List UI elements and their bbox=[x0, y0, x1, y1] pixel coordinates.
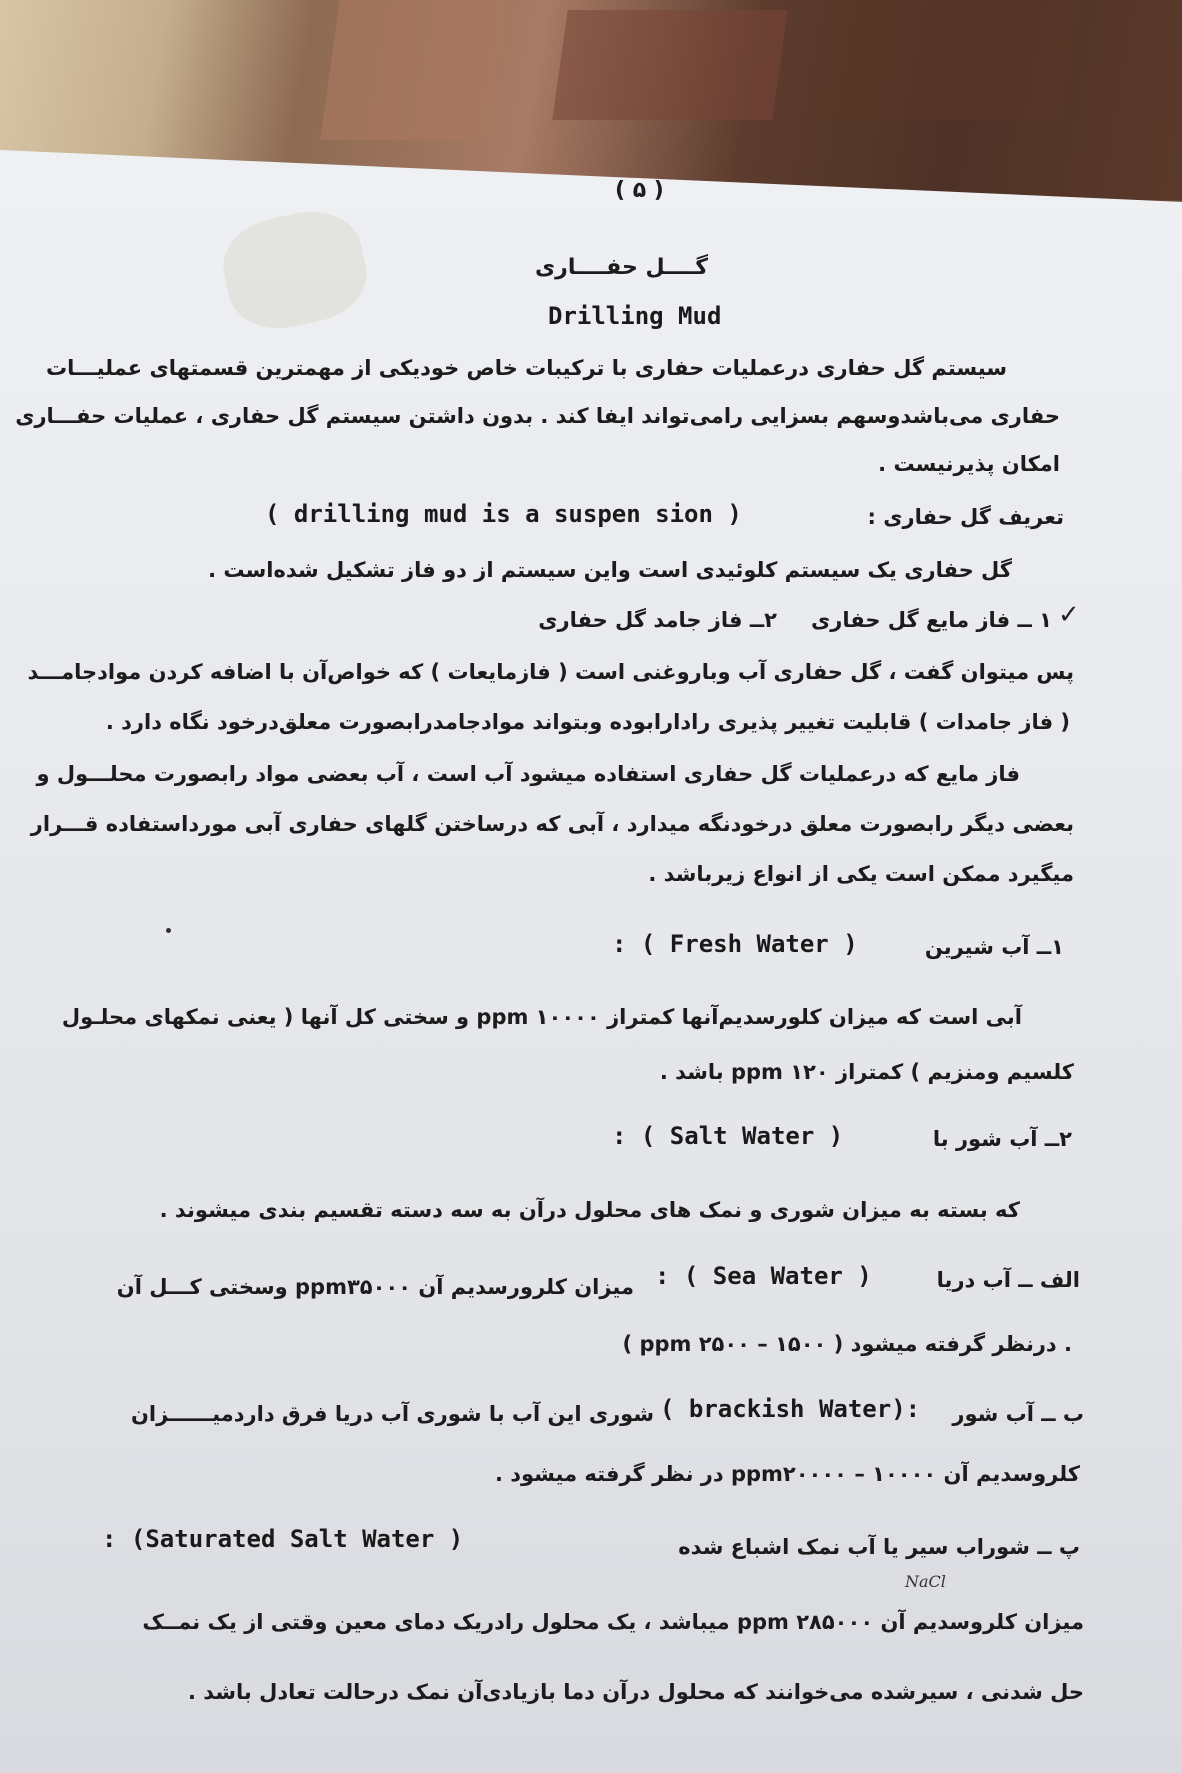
intro-line-2: حفاری می‌باشدوسهم بسزایی رامی‌تواند ایفا کند . بدون داشتن سیستم گل حفاری ، عملیات حفـــاری bbox=[15, 404, 1060, 428]
para2-line-2: ( فاز جامدات ) قابلیت تغییر پذیری رادارابوده وبتواند موادجامدرابصورت معلق‌درخود نگاه دارد . bbox=[105, 710, 1070, 734]
title-persian: گــــل حفــــاری bbox=[535, 255, 709, 280]
handwritten-note: NaCl bbox=[905, 1572, 946, 1591]
saturated-desc-line-2: حل شدنی ، سیرشده می‌خوانند که محلول درآن دما بازیادی‌آن نمک درحالت تعادل باشد . bbox=[187, 1680, 1084, 1704]
salt-water-label: ۲ــ آب شور با bbox=[932, 1127, 1072, 1151]
definition-english: ( drilling mud is a suspen sion ) bbox=[265, 500, 742, 528]
sea-water-english: : ( Sea Water ) bbox=[655, 1262, 872, 1290]
sea-water-desc: میزان کلرورسدیم آن ppm۳۵۰۰۰ وسختی کـــل آن bbox=[116, 1275, 634, 1299]
phase-1: ۱ ــ فاز مایع گل حفاری bbox=[810, 608, 1052, 632]
intro-line-3: امکان پذیرنیست . bbox=[878, 452, 1060, 476]
brackish-water-desc-2: کلروسدیم آن ppm۲۰۰۰۰ – ۱۰۰۰۰ در نظر گرفته میشود . bbox=[494, 1462, 1080, 1486]
check-mark-icon: ✓ bbox=[1058, 600, 1080, 630]
fresh-water-english: : ( Fresh Water ) bbox=[612, 930, 858, 958]
intro-line-1: سیستم گل حفاری درعملیات حفاری با ترکیبات خاص خودیکی از مهمترین قسمتهای عملیـــات bbox=[46, 356, 1007, 380]
brick-shape bbox=[552, 10, 787, 120]
para2-line-1: پس میتوان گفت ، گل حفاری آب وباروغنی است ( فازمایعات ) که خواص‌آن با اضافه کردن موادجامـــد bbox=[27, 660, 1074, 684]
salt-water-english: : ( Salt Water ) bbox=[612, 1122, 844, 1150]
para3-line-3: میگیرد ممکن است یکی از انواع زیرباشد . bbox=[648, 862, 1074, 886]
title-english: Drilling Mud bbox=[548, 302, 722, 330]
brackish-water-desc: شوری این آب با شوری آب دریا فرق داردمیــــــزان bbox=[130, 1402, 654, 1426]
sea-water-desc-2: ( ppm ۲۵۰۰ – ۱۵۰۰ ) درنظر گرفته میشود . bbox=[622, 1332, 1072, 1356]
brick-shape bbox=[320, 0, 510, 140]
brackish-water-label: ب ــ آب شور bbox=[952, 1402, 1084, 1426]
sea-water-label: الف ــ آب دریا bbox=[936, 1268, 1080, 1292]
saturated-water-label: پ ــ شوراب سیر یا آب نمک اشباع شده bbox=[678, 1535, 1080, 1559]
fresh-desc-line-2: کلسیم ومنزیم ) کمتراز ppm ۱۲۰ باشد . bbox=[659, 1060, 1074, 1084]
fresh-water-label: ۱ــ آب شیرین bbox=[924, 935, 1064, 959]
brick-shape bbox=[812, 0, 1079, 120]
para3-line-1: فاز مایع که درعملیات گل حفاری استفاده میشود آب است ، آب بعضی مواد رابصورت محلـــول و bbox=[36, 762, 1020, 786]
page-number: ( ۵ ) bbox=[615, 178, 664, 203]
definition-label: تعریف گل حفاری : bbox=[867, 505, 1064, 529]
saturated-desc-line-1: میزان کلروسدیم آن ppm ۲۸۵۰۰۰ میباشد ، یک محلول رادریک دمای معین وقتی از یک نمــک bbox=[142, 1610, 1084, 1634]
ink-dot bbox=[166, 928, 171, 933]
salt-desc: که بسته به میزان شوری و نمک های محلول درآن به سه دسته تقسیم بندی میشوند . bbox=[159, 1198, 1020, 1222]
brackish-water-english: ( brackish Water): bbox=[660, 1395, 921, 1423]
colloid-line: گل حفاری یک سیستم کلوئیدی است واین سیستم از دو فاز تشکیل شده‌است . bbox=[208, 558, 1012, 582]
para3-line-2: بعضی دیگر رابصورت معلق درخودنگه میدارد ، آبی که درساختن گلهای حفاری آبی مورداستفاده قـــرار bbox=[30, 812, 1074, 836]
saturated-water-english: : (Saturated Salt Water ) bbox=[102, 1525, 464, 1553]
phase-2: ۲ــ فاز جامد گل حفاری bbox=[538, 608, 777, 632]
fresh-desc-line-1: آبی است که میزان کلورسدیم‌آنها کمتراز ppm ۱۰۰۰۰ و سختی کل آنها ( یعنی نمکهای محلـول bbox=[61, 1005, 1022, 1029]
